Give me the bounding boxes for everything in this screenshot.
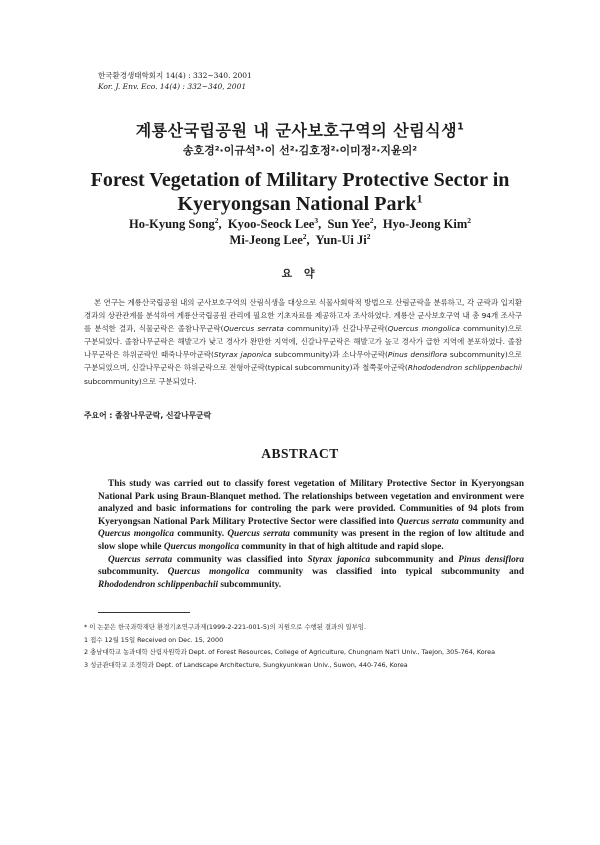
species-name: Quercus serrata <box>108 554 173 565</box>
author-name: Kyoo-Seock Lee <box>227 217 315 231</box>
english-title-line-1: Forest Vegetation of Military Protective Sector in <box>90 169 510 191</box>
species-name: Quercus mongolica <box>98 529 175 540</box>
author-name: Hyo-Jeong Kim <box>382 217 468 231</box>
journal-citation-korean: 한국환경생태학회지 14(4) : 332~340. 2001 <box>98 71 252 80</box>
species-name: Quercus serrata <box>396 516 459 527</box>
journal-citation-english: Kor. J. Env. Eco. 14(4) : 332~340, 2001 <box>98 82 247 91</box>
author-affiliation-mark: 2 <box>214 215 219 225</box>
korean-abstract-heading: 요 약 <box>281 267 319 280</box>
english-authors-line-2: Mi-Jeong Lee$^2$, Yun-Ui Ji$^2$ <box>229 231 371 247</box>
korean-title-footnote-mark: 1 <box>457 121 465 133</box>
korean-abstract <box>84 296 522 388</box>
abstract-body <box>98 478 524 591</box>
english-title <box>0 168 600 216</box>
abstract-paragraph-2: Quercus serrata community was classified into Styrax japonica subcommunity and Pinus densiflora subcommunity. Quercus mongolica community was classified into typical subcommunity and Rhododendron schlippenbachii subcommunity. <box>98 554 524 590</box>
footnotes <box>84 622 524 672</box>
footnote: 1 접수 12월 15일 Received on Dec. 15, 2000 <box>84 635 224 644</box>
abstract-heading: ABSTRACT <box>261 446 339 461</box>
species-name: Quercus serrata <box>227 529 290 540</box>
species-name: Quercus mongolica <box>163 541 240 552</box>
author-affiliation-mark: 2 <box>369 215 374 225</box>
author-affiliation-mark: 2 <box>302 231 307 241</box>
species-name: Quercus mongolica <box>167 567 250 578</box>
author-name: Ho-Kyung Song <box>128 217 215 231</box>
english-authors <box>0 216 600 248</box>
species-name: Rhododendron schlippenbachii <box>407 363 523 373</box>
footnote: 3 성균관대학교 조경학과 Dept. of Landscape Architecture, Sungkyunkwan Univ., Suwon, 440-746, Korea <box>84 660 408 669</box>
species-name: Pinus densiflora <box>458 554 524 565</box>
author-name: Yun-Ui Ji <box>315 233 367 247</box>
footnote-divider <box>98 612 190 613</box>
species-name: Quercus serrata <box>223 324 284 334</box>
footnote: * 이 논문은 한국과학재단 환경기초연구과제(1999-2-221-001-5)의 지원으로 수행된 결과의 일부임. <box>84 623 367 631</box>
abstract-paragraph-1: This study was carried out to classify forest vegetation of Military Protective Sector in Kyeryongsan National Park using Braun-Blanquet method. The relationships between vegetation and environment were analyzed and basic informations for controling the park were provided. Communities of 94 plots from Kyeryongsan National Park Military Protective Sector were classified into Quercus serrata community and Quercus mongolica community. Quercus serrata community was present in the region of low altitude and slow slope while Quercus mongolica community in that of high altitude and rapid slope. <box>98 479 525 552</box>
species-name: Quercus mongolica <box>387 324 460 334</box>
journal-citation <box>98 70 252 92</box>
species-name: Rhododendron schlippenbachii <box>98 579 219 590</box>
korean-authors: 송호경²·이규석³·이 선²·김호정²·이미정²·지윤의² <box>182 144 418 157</box>
korean-abstract-paragraph: 본 연구는 계룡산국립공원 내의 군사보호구역의 산림식생을 대상으로 식물사회학적 방법으로 산림군락을 분류하고, 각 군락과 입지환경과의 상관관계를 분석하여 계룡산국립공원 관리에 필요한 기초자료를 제공하고자 조사하였다. 계룡산 군사보호구역 내 총 94개 조사구를 분석한 결과, 식물군락은 졸참나무군락(Quercus serrata community)과 신갈나무군락(Quercus mongolica community)으로 구분되었다. 졸참나무군락은 해발고가 낮고 경사가 완만한 지역에, 신갈나무군락은 해발고가 높고 경사가 급한 지역에 분포하였다. 졸참나무군락은 하위군락인 때죽나무아군락(Styrax japonica subcommunity)과 소나무아군락(Pinus densiflora subcommunity)으로 구분되었으며, 신갈나무군락은 하위군락으로 전형아군락(typical subcommunity)과 철쭉꽃아군락(Rhododendron schlippenbachii subcommunity)으로 구분되었다. <box>84 298 523 386</box>
species-name: Styrax japonica <box>213 350 272 360</box>
author-affiliation-mark: 3 <box>314 215 319 225</box>
author-affiliation-mark: 2 <box>366 231 371 241</box>
footnote: 2 충남대학교 농과대학 산림자원학과 Dept. of Forest Resources, College of Agriculture, Chungnam Nat'l Univ., Taejon, 305-764, Korea <box>84 648 495 656</box>
english-title-line-2 <box>0 192 600 216</box>
english-authors-line-1: Ho-Kyung Song$^2$, Kyoo-Seock Lee$^3$, Sun Yee$^2$, Hyo-Jeong Kim$^2$ <box>128 215 471 231</box>
english-title-line-2-text: Kyeryongsan National Park <box>177 193 417 215</box>
species-name: Styrax japonica <box>307 554 371 565</box>
author-name: Sun Yee <box>327 217 370 231</box>
keywords: 주요어 : 졸참나무군락, 신갈나무군락 <box>84 411 212 420</box>
english-title-footnote-mark: 1 <box>416 191 423 206</box>
korean-title <box>0 118 600 141</box>
author-affiliation-mark: 2 <box>467 215 471 225</box>
species-name: Pinus densiflora <box>387 350 448 360</box>
korean-title-text: 계룡산국립공원 내 군사보호구역의 산림식생 <box>135 121 458 140</box>
author-name: Mi-Jeong Lee <box>229 233 303 247</box>
